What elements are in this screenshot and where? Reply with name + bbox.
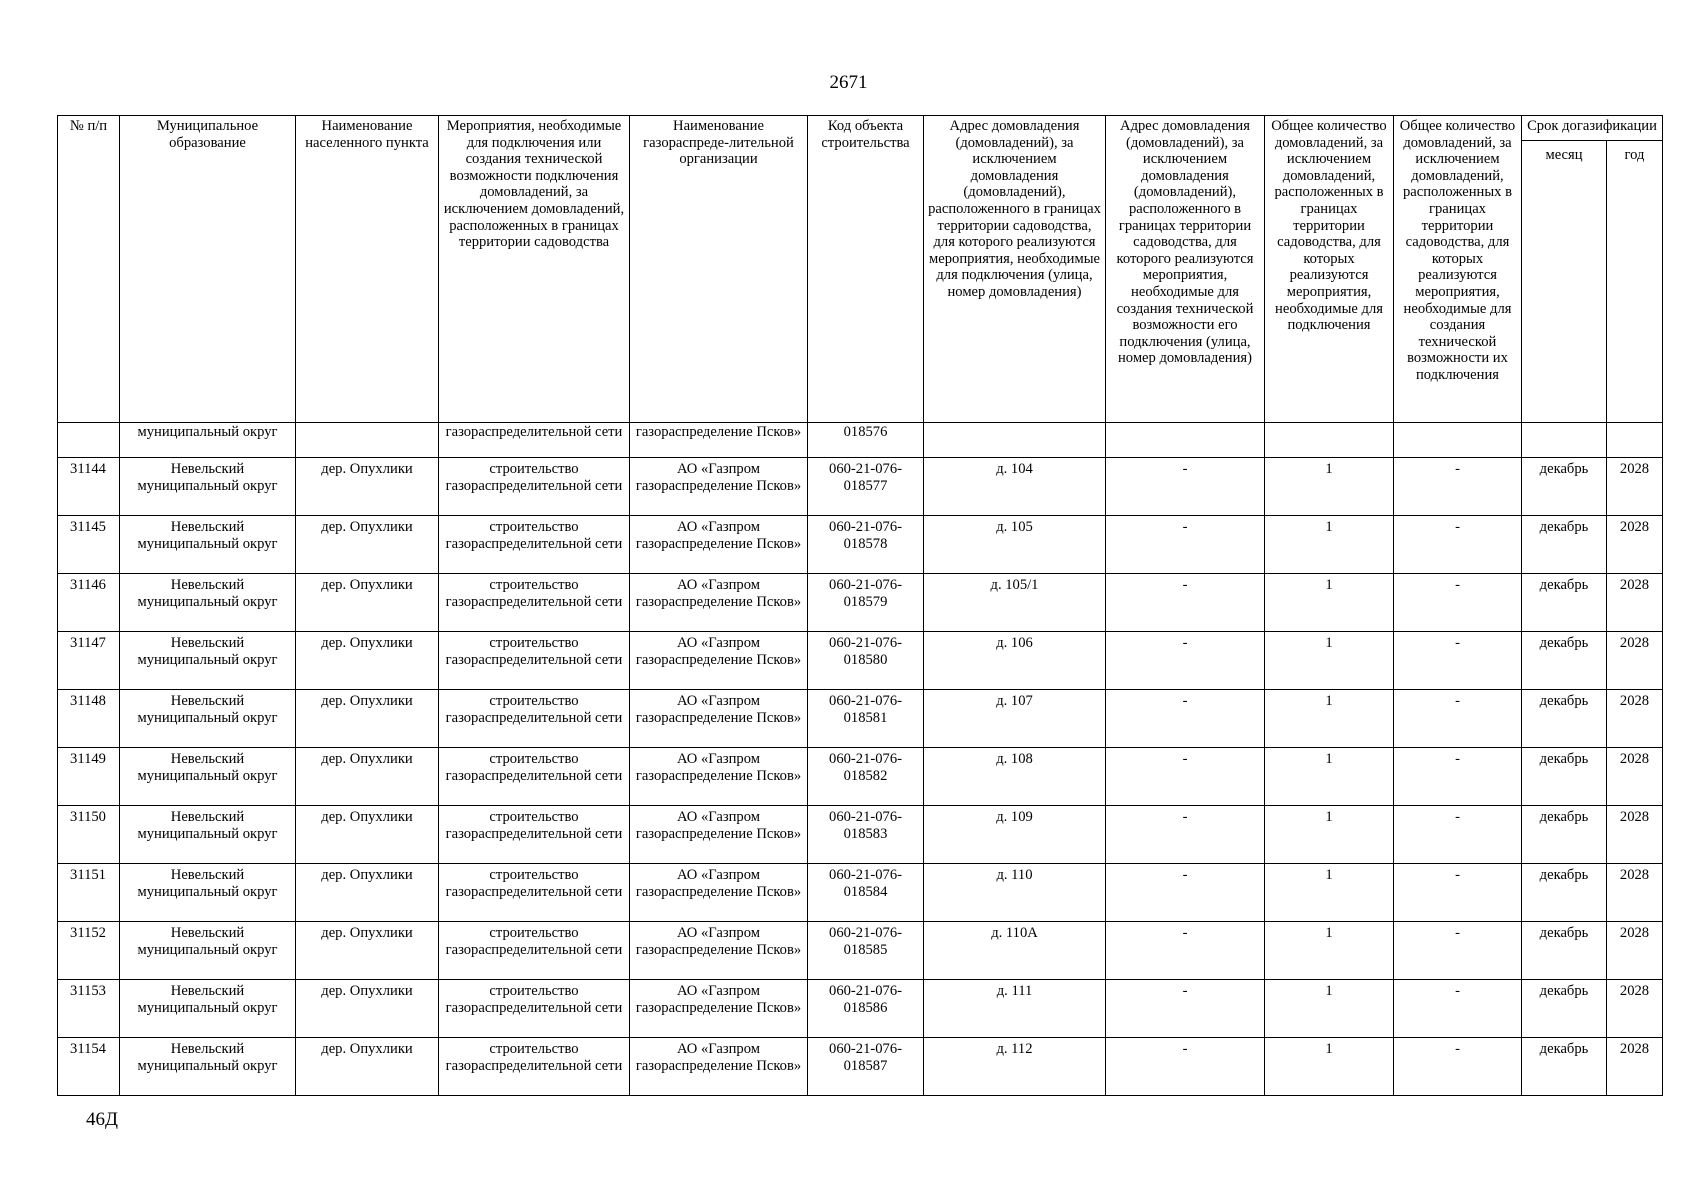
cell-month: декабрь [1522, 516, 1607, 574]
cell-address-connection: д. 109 [924, 806, 1106, 864]
cell-settlement: дер. Опухлики [296, 748, 439, 806]
table-row [58, 806, 1663, 864]
cell-total-capability: - [1394, 632, 1522, 690]
cell-address-capability: - [1106, 922, 1265, 980]
cell-month: декабрь [1522, 690, 1607, 748]
cell-code: 060-21-076-018580 [808, 632, 924, 690]
cell-org: АО «Газпром газораспределение Псков» [630, 516, 808, 574]
cell-month: декабрь [1522, 864, 1607, 922]
cell-total-connection: 1 [1265, 1038, 1394, 1096]
cell-num: 31147 [58, 632, 120, 690]
cell-measures: строительство газораспределительной сети [439, 922, 630, 980]
cell-month: декабрь [1522, 806, 1607, 864]
cell-measures: строительство газораспределительной сети [439, 632, 630, 690]
cell-settlement: дер. Опухлики [296, 690, 439, 748]
cell-total-capability: - [1394, 922, 1522, 980]
cell-measures: строительство газораспределительной сети [439, 690, 630, 748]
cell-address-connection [924, 423, 1106, 458]
cell-address-capability: - [1106, 690, 1265, 748]
table-row [58, 980, 1663, 1038]
cell-address-capability: - [1106, 806, 1265, 864]
header-org: Наименование газораспреде-лительной организации [630, 116, 808, 423]
table-header [58, 116, 1663, 423]
cell-address-connection: д. 108 [924, 748, 1106, 806]
table-row [58, 922, 1663, 980]
cell-measures: строительство газораспределительной сети [439, 458, 630, 516]
cell-municipality: Невельский муниципальный округ [120, 690, 296, 748]
cell-address-capability: - [1106, 980, 1265, 1038]
cell-org: АО «Газпром газораспределение Псков» [630, 690, 808, 748]
cell-total-capability: - [1394, 574, 1522, 632]
header-total-connection: Общее количество домовладений, за исключением домовладений, расположенных в границах территории садоводства, для которых реализуются мероприятия, необходимые для подключения [1265, 116, 1394, 423]
cell-org: АО «Газпром газораспределение Псков» [630, 632, 808, 690]
cell-address-capability: - [1106, 632, 1265, 690]
cell-measures: строительство газораспределительной сети [439, 864, 630, 922]
cell-address-capability: - [1106, 574, 1265, 632]
cell-total-capability: - [1394, 864, 1522, 922]
cell-settlement: дер. Опухлики [296, 864, 439, 922]
cell-settlement: дер. Опухлики [296, 632, 439, 690]
cell-municipality: Невельский муниципальный округ [120, 922, 296, 980]
cell-total-connection: 1 [1265, 458, 1394, 516]
header-municipality: Муниципальное образование [120, 116, 296, 423]
cell-municipality: муниципальный округ [120, 423, 296, 458]
cell-total-connection: 1 [1265, 632, 1394, 690]
cell-address-capability: - [1106, 864, 1265, 922]
cell-total-connection: 1 [1265, 574, 1394, 632]
cell-address-capability: - [1106, 516, 1265, 574]
cell-total-connection: 1 [1265, 864, 1394, 922]
cell-address-connection: д. 111 [924, 980, 1106, 1038]
header-address-connection: Адрес домовладения (домовладений), за исключением домовладения (домовладений), расположенного в границах территории садоводства, для которого реализуются мероприятия, необходимые для подключения (улица, номер домовладения) [924, 116, 1106, 423]
header-total-capability: Общее количество домовладений, за исключением домовладений, расположенных в границах территории садоводства, для которых реализуются мероприятия, необходимые для создания технической возможности их подключения [1394, 116, 1522, 423]
cell-num: 31153 [58, 980, 120, 1038]
cell-org: АО «Газпром газораспределение Псков» [630, 922, 808, 980]
cell-total-capability: - [1394, 1038, 1522, 1096]
cell-org: АО «Газпром газораспределение Псков» [630, 1038, 808, 1096]
cell-municipality: Невельский муниципальный округ [120, 806, 296, 864]
cell-month: декабрь [1522, 1038, 1607, 1096]
cell-address-connection: д. 110А [924, 922, 1106, 980]
cell-year: 2028 [1607, 922, 1663, 980]
cell-total-connection [1265, 423, 1394, 458]
cell-num: 31151 [58, 864, 120, 922]
cell-total-capability: - [1394, 458, 1522, 516]
cell-year: 2028 [1607, 458, 1663, 516]
cell-year: 2028 [1607, 632, 1663, 690]
cell-num: 31148 [58, 690, 120, 748]
footer-code: 46Д [86, 1109, 118, 1130]
cell-num: 31154 [58, 1038, 120, 1096]
cell-total-capability: - [1394, 748, 1522, 806]
cell-address-connection: д. 105 [924, 516, 1106, 574]
table-row [58, 458, 1663, 516]
cell-month: декабрь [1522, 980, 1607, 1038]
cell-month: декабрь [1522, 748, 1607, 806]
cell-code: 060-21-076-018578 [808, 516, 924, 574]
cell-settlement: дер. Опухлики [296, 574, 439, 632]
cell-num [58, 423, 120, 458]
cell-org: АО «Газпром газораспределение Псков» [630, 864, 808, 922]
table-row [58, 574, 1663, 632]
cell-year: 2028 [1607, 980, 1663, 1038]
cell-measures: строительство газораспределительной сети [439, 516, 630, 574]
cell-measures: строительство газораспределительной сети [439, 748, 630, 806]
cell-address-connection: д. 105/1 [924, 574, 1106, 632]
cell-code: 060-21-076-018584 [808, 864, 924, 922]
cell-num: 31149 [58, 748, 120, 806]
table-row [58, 632, 1663, 690]
cell-month: декабрь [1522, 458, 1607, 516]
cell-settlement: дер. Опухлики [296, 1038, 439, 1096]
cell-month [1522, 423, 1607, 458]
cell-measures: газораспределительной сети [439, 423, 630, 458]
cell-code: 060-21-076-018581 [808, 690, 924, 748]
cell-year: 2028 [1607, 806, 1663, 864]
cell-num: 31144 [58, 458, 120, 516]
cell-settlement [296, 423, 439, 458]
table-row [58, 864, 1663, 922]
header-settlement: Наименование населенного пункта [296, 116, 439, 423]
cell-num: 31152 [58, 922, 120, 980]
cell-measures: строительство газораспределительной сети [439, 806, 630, 864]
cell-code: 060-21-076-018577 [808, 458, 924, 516]
table-row [58, 1038, 1663, 1096]
table-row [58, 516, 1663, 574]
cell-municipality: Невельский муниципальный округ [120, 516, 296, 574]
cell-month: декабрь [1522, 574, 1607, 632]
cell-total-capability: - [1394, 690, 1522, 748]
cell-settlement: дер. Опухлики [296, 458, 439, 516]
table-row [58, 748, 1663, 806]
cell-settlement: дер. Опухлики [296, 516, 439, 574]
cell-municipality: Невельский муниципальный округ [120, 1038, 296, 1096]
table-row [58, 690, 1663, 748]
cell-address-connection: д. 110 [924, 864, 1106, 922]
cell-num: 31150 [58, 806, 120, 864]
cell-address-capability: - [1106, 1038, 1265, 1096]
cell-year: 2028 [1607, 748, 1663, 806]
cell-code: 060-21-076-018582 [808, 748, 924, 806]
cell-municipality: Невельский муниципальный округ [120, 574, 296, 632]
cell-year [1607, 423, 1663, 458]
cell-total-capability: - [1394, 516, 1522, 574]
header-code: Код объекта строительства [808, 116, 924, 423]
cell-total-connection: 1 [1265, 748, 1394, 806]
cell-code: 060-21-076-018587 [808, 1038, 924, 1096]
cell-org: АО «Газпром газораспределение Псков» [630, 748, 808, 806]
cell-total-connection: 1 [1265, 690, 1394, 748]
cell-org: газораспределение Псков» [630, 423, 808, 458]
cell-municipality: Невельский муниципальный округ [120, 632, 296, 690]
table-body [58, 423, 1663, 1096]
cell-year: 2028 [1607, 864, 1663, 922]
cell-year: 2028 [1607, 574, 1663, 632]
cell-total-connection: 1 [1265, 922, 1394, 980]
cell-settlement: дер. Опухлики [296, 980, 439, 1038]
cell-municipality: Невельский муниципальный округ [120, 458, 296, 516]
cell-code: 060-21-076-018579 [808, 574, 924, 632]
cell-code: 060-21-076-018586 [808, 980, 924, 1038]
cell-num: 31146 [58, 574, 120, 632]
gasification-table [57, 115, 1663, 1096]
cell-municipality: Невельский муниципальный округ [120, 748, 296, 806]
cell-address-connection: д. 106 [924, 632, 1106, 690]
cell-measures: строительство газораспределительной сети [439, 980, 630, 1038]
cell-address-connection: д. 107 [924, 690, 1106, 748]
header-deadline: Срок догазификации [1522, 116, 1663, 141]
header-measures: Мероприятия, необходимые для подключения или создания технической возможности подключения домовладений, за исключением домовладений, расположенных в границах территории садоводства [439, 116, 630, 423]
cell-municipality: Невельский муниципальный округ [120, 864, 296, 922]
header-address-capability: Адрес домовладения (домовладений), за исключением домовладения (домовладений), расположенного в границах территории садоводства, для которого реализуются мероприятия, необходимые для создания технической возможности его подключения (улица, номер домовладения) [1106, 116, 1265, 423]
header-month: месяц [1522, 141, 1607, 423]
cell-address-connection: д. 112 [924, 1038, 1106, 1096]
cell-org: АО «Газпром газораспределение Псков» [630, 806, 808, 864]
cell-municipality: Невельский муниципальный округ [120, 980, 296, 1038]
cell-settlement: дер. Опухлики [296, 806, 439, 864]
cell-total-connection: 1 [1265, 980, 1394, 1038]
cell-year: 2028 [1607, 690, 1663, 748]
cell-code: 060-21-076-018585 [808, 922, 924, 980]
cell-code: 060-21-076-018583 [808, 806, 924, 864]
cell-org: АО «Газпром газораспределение Псков» [630, 574, 808, 632]
cell-total-capability: - [1394, 980, 1522, 1038]
cell-address-capability [1106, 423, 1265, 458]
cell-measures: строительство газораспределительной сети [439, 1038, 630, 1096]
cell-measures: строительство газораспределительной сети [439, 574, 630, 632]
cell-settlement: дер. Опухлики [296, 922, 439, 980]
cell-org: АО «Газпром газораспределение Псков» [630, 458, 808, 516]
cell-total-connection: 1 [1265, 516, 1394, 574]
cell-address-capability: - [1106, 748, 1265, 806]
cell-org: АО «Газпром газораспределение Псков» [630, 980, 808, 1038]
cell-num: 31145 [58, 516, 120, 574]
cell-address-capability: - [1106, 458, 1265, 516]
cell-code: 018576 [808, 423, 924, 458]
header-num: № п/п [58, 116, 120, 423]
cell-month: декабрь [1522, 922, 1607, 980]
page-number: 2671 [829, 72, 868, 93]
cell-address-connection: д. 104 [924, 458, 1106, 516]
cell-total-connection: 1 [1265, 806, 1394, 864]
cell-year: 2028 [1607, 516, 1663, 574]
cell-month: декабрь [1522, 632, 1607, 690]
header-year: год [1607, 141, 1663, 423]
table-row-continuation [58, 423, 1663, 458]
cell-year: 2028 [1607, 1038, 1663, 1096]
cell-total-capability [1394, 423, 1522, 458]
cell-total-capability: - [1394, 806, 1522, 864]
